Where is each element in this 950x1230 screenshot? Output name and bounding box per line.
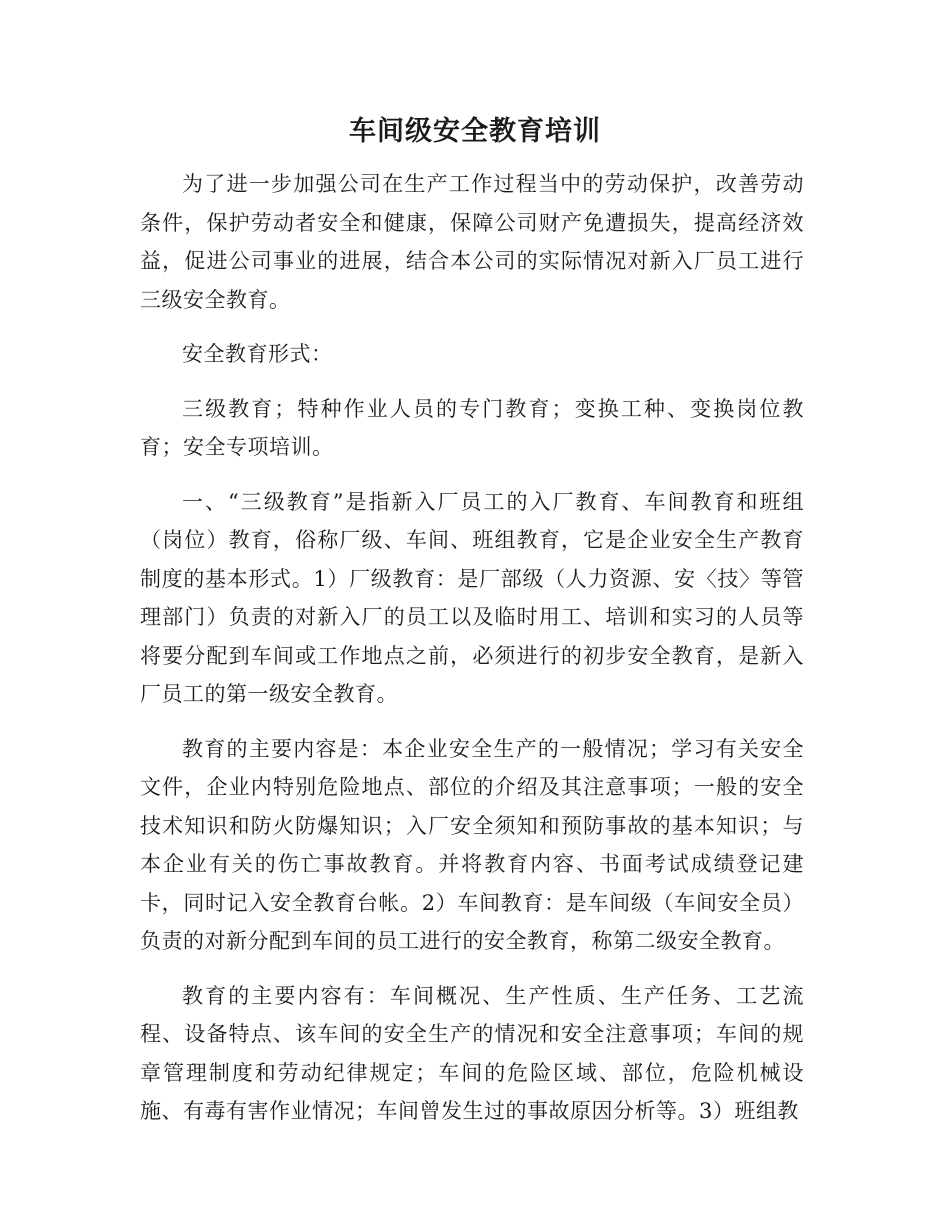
paragraph-workshop-education-content: 教育的主要内容有：车间概况、生产性质、生产任务、工艺流程、设备特点、该车间的安全生产的情况和安全注意事项；车间的规章管理制度和劳动纪律规定；车间的危险区域、部位，危险机械设施、有毒有害作业情况；车间曾发生过的事故原因分析等。3）班组教 <box>140 983 804 1123</box>
paragraph-education-forms-heading: 安全教育形式： <box>182 342 333 366</box>
paragraph-factory-education-content: 教育的主要内容是：本企业安全生产的一般情况；学习有关安全文件，企业内特别危险地点、部位的介绍及其注意事项；一般的安全技术知识和防火防爆知识；入厂安全须知和预防事故的基本知识；与本企业有关的伤亡事故教育。并将教育内容、书面考试成绩登记建卡，同时记入安全教育台帐。2）车间教育：是车间级（车间安全员）负责的对新分配到车间的员工进行的安全教育，称第二级安全教育。 <box>140 736 804 953</box>
document-body <box>140 165 804 1147</box>
paragraph-three-level-education: 一、“三级教育”是指新入厂员工的入厂教育、车间教育和班组（岗位）教育，俗称厂级、车间、班组教育，它是企业安全生产教育制度的基本形式。1）厂级教育：是厂部级（人力资源、安〈技〉等管理部门）负责的对新入厂的员工以及临时用工、培训和实习的人员等将要分配到车间或工作地点之前，必须进行的初步安全教育，是新入厂员工的第一级安全教育。 <box>140 489 804 706</box>
paragraph-intro: 为了进一步加强公司在生产工作过程当中的劳动保护，改善劳动条件，保护劳动者安全和健康，保障公司财产免遭损失，提高经济效益，促进公司事业的进展，结合本公司的实际情况对新入厂员工进行三级安全教育。 <box>140 172 804 312</box>
paragraph-education-forms-list: 三级教育；特种作业人员的专门教育；变换工种、变换岗位教育；安全专项培训。 <box>140 396 804 459</box>
document-title: 车间级安全教育培训 <box>349 116 601 147</box>
